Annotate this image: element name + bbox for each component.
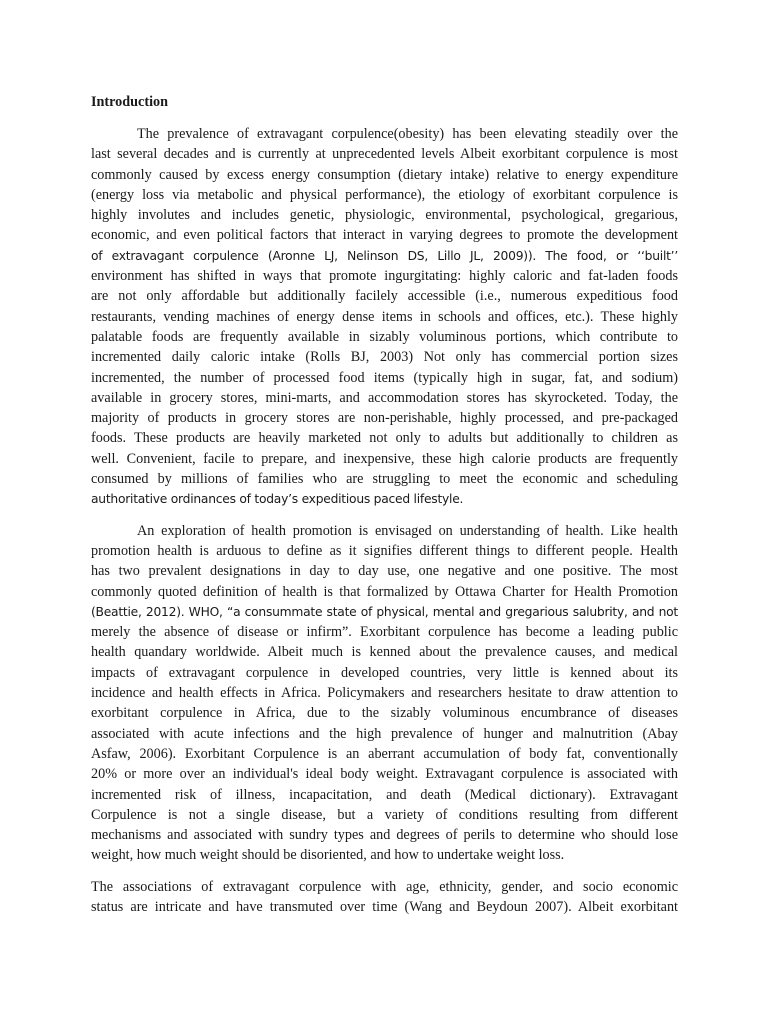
text-line: 20% or more over an individual's ideal body weight. Extravagant corpulence is associated with (91, 766, 678, 783)
text-line: incidence and health effects in Africa. Policymakers and researchers hesitate to draw attention to (91, 685, 678, 702)
text-line: are not only affordable but additionally facilely accessible (i.e., numerous expeditious food (91, 288, 678, 305)
paragraph-1 (91, 124, 678, 510)
text-line: An exploration of health promotion is envisaged on understanding of health. Like health (137, 522, 678, 539)
text-line: authoritative ordinances of today’s expeditious paced lifestyle. (91, 492, 464, 507)
text-line: commonly caused by excess energy consumption (dietary intake) relative to energy expenditure (91, 166, 678, 183)
document-body (91, 93, 678, 928)
text-line: environment has shifted in ways that promote ingurgitating: highly caloric and fat-laden foods (91, 268, 678, 285)
section-heading: Introduction (91, 94, 168, 110)
text-line: promotion health is arduous to define as it signifies different things to different people. Health (91, 542, 678, 559)
text-line: incremented risk of illness, incapacitation, and death (Medical dictionary). Extravagant (91, 786, 678, 803)
text-line: of extravagant corpulence (Aronne LJ, Nelinson DS, Lillo JL, 2009)). The food, or ‘‘built’’ (91, 248, 678, 263)
text-line: incremented daily caloric intake (Rolls BJ, 2003) Not only has commercial portion sizes (91, 349, 678, 366)
text-line: (Beattie, 2012). WHO, “a consummate state of physical, mental and gregarious salubrity, and not (91, 604, 678, 619)
text-line: (energy loss via metabolic and physical performance), the etiology of exorbitant corpulence is (91, 186, 678, 203)
text-line: associated with acute infections and the high prevalence of hunger and malnutrition (Abay (91, 725, 678, 742)
text-line: economic, and even political factors that interact in varying degrees to promote the development (91, 227, 678, 244)
text-line: highly involutes and includes genetic, physiologic, environmental, psychological, gregarious, (91, 207, 678, 224)
text-line: foods. These products are heavily marketed not only to adults but additionally to children as (91, 430, 678, 447)
text-line: The prevalence of extravagant corpulence(obesity) has been elevating steadily over the (137, 126, 678, 142)
text-line: status are intricate and have transmuted over time (Wang and Beydoun 2007). Albeit exorbitant (91, 898, 678, 915)
text-line: last several decades and is currently at unprecedented levels Albeit exorbitant corpulence is most (91, 146, 678, 163)
text-line: exorbitant corpulence in Africa, due to the sizably voluminous encumbrance of diseases (91, 705, 678, 722)
text-line: The associations of extravagant corpulence with age, ethnicity, gender, and socio economic (91, 878, 678, 895)
text-line: consumed by millions of families who are struggling to meet the economic and scheduling (91, 471, 678, 488)
text-line: well. Convenient, facile to prepare, and inexpensive, these high calorie products are frequently (91, 450, 678, 467)
text-line: available in grocery stores, mini-marts, and accommodation stores has skyrocketed. Today, the (91, 389, 678, 406)
paragraph-3 (91, 877, 678, 918)
text-line: mechanisms and associated with sundry types and degrees of perils to determine who should lose (91, 827, 678, 844)
text-line: Corpulence is not a single disease, but a variety of conditions resulting from different (91, 806, 678, 823)
text-line: palatable foods are frequently available in sizably voluminous portions, which contribute to (91, 328, 678, 345)
text-line: restaurants, vending machines of energy dense items in schools and offices, etc.). These highly (91, 308, 678, 325)
text-line: weight, how much weight should be disoriented, and how to undertake weight loss. (91, 847, 565, 864)
text-line: impacts of extravagant corpulence in developed countries, very little is kenned about its (91, 664, 678, 681)
text-line: has two prevalent designations in day to day use, one negative and one positive. The most (91, 563, 678, 580)
text-line: majority of products in grocery stores are non-perishable, highly processed, and pre-packaged (91, 410, 678, 427)
text-line: merely the absence of disease or infirm”. Exorbitant corpulence has become a leading public (91, 624, 678, 641)
text-line: commonly quoted definition of health is that formalized by Ottawa Charter for Health Promotion (91, 583, 678, 600)
text-line: Asfaw, 2006). Exorbitant Corpulence is an aberrant accumulation of body fat, conventionally (91, 745, 678, 762)
text-line: health quandary worldwide. Albeit much is kenned about the prevalence causes, and medical (91, 644, 678, 661)
text-line: incremented, the number of processed food items (typically high in sugar, fat, and sodium) (91, 369, 678, 386)
paragraph-2 (91, 521, 678, 866)
